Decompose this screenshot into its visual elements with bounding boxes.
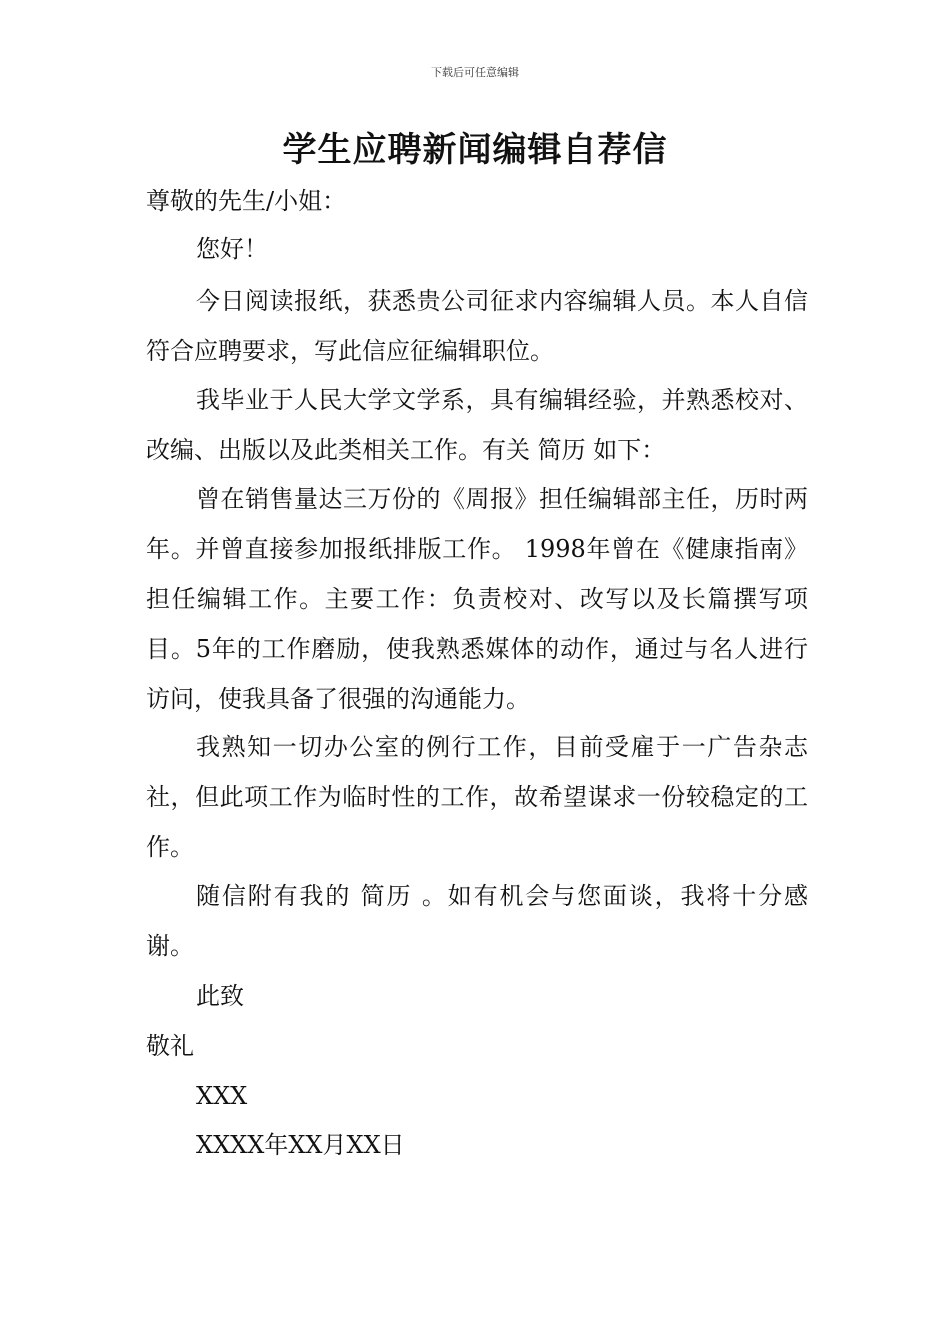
paragraph-experience: 曾在销售量达三万份的《周报》担任编辑部主任，历时两年。并曾直接参加报纸排版工作。 1998年曾在《健康指南》担任编辑工作。主要工作：负责校对、改写以及长篇撰写项目。5年的工作磨励，使我熟悉媒体的动作，通过与名人进行访问，使我具备了很强的沟通能力。 xyxy=(146,485,808,713)
paragraph-intro: 今日阅读报纸，获悉贵公司征求内容编辑人员。本人自信符合应聘要求，写此信应征编辑职位。 xyxy=(146,287,808,365)
greeting: 您好！ xyxy=(196,235,268,263)
paragraph-education: 我毕业于人民大学文学系，具有编辑经验，并熟悉校对、改编、出版以及此类相关工作。有关 简历 如下： xyxy=(146,386,808,464)
salutation: 尊敬的先生/小姐： xyxy=(146,187,347,215)
paragraph-thanks: 随信附有我的 简历 。如有机会与您面谈，我将十分感谢。 xyxy=(146,882,808,960)
signature: XXX xyxy=(196,1082,248,1110)
regards: 敬礼 xyxy=(146,1032,194,1060)
header-note: 下载后可任意编辑 xyxy=(431,66,519,79)
document-title: 学生应聘新闻编辑自荐信 xyxy=(282,130,668,170)
closing: 此致 xyxy=(196,982,244,1010)
date: XXXX年XX月XX日 xyxy=(196,1131,405,1159)
paragraph-current-job: 我熟知一切办公室的例行工作，目前受雇于一广告杂志社，但此项工作为临时性的工作，故希望谋求一份较稳定的工作。 xyxy=(146,733,808,861)
